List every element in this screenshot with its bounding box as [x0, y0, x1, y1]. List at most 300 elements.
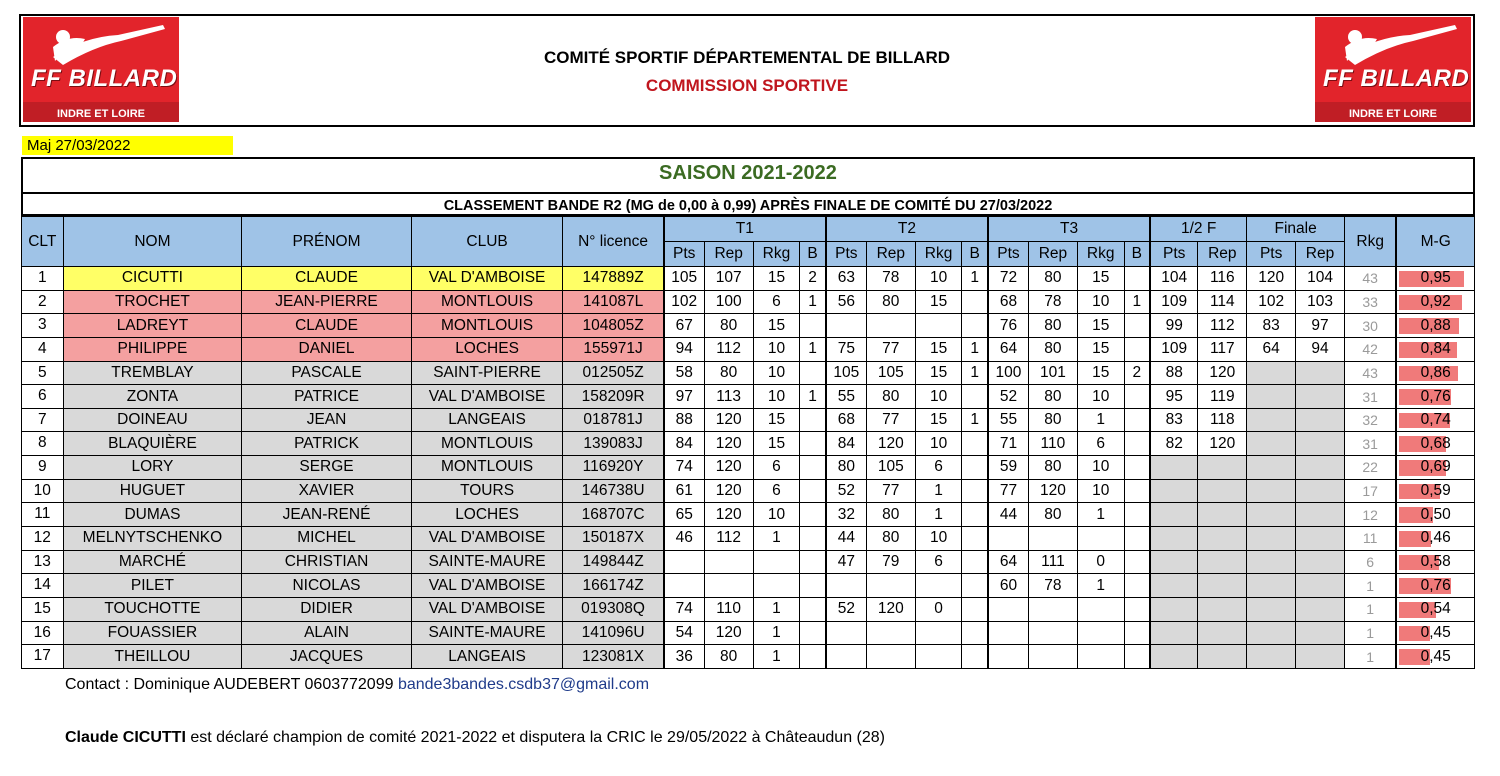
cell-t3-2	[1077, 527, 1124, 551]
col-mg: M-G	[1396, 217, 1474, 267]
cell-t2-0: 68	[826, 408, 867, 432]
cell-t2-1: 105	[866, 361, 915, 385]
cell-finale-0: 64	[1247, 337, 1296, 361]
cell-t3-3	[1124, 621, 1150, 645]
cell-t2-2: 15	[915, 290, 962, 314]
cell-finale-empty	[1247, 479, 1296, 503]
subcol-t2-rkg_sub: Rkg	[915, 242, 962, 267]
cell-finale-1: 104	[1296, 267, 1345, 291]
cell-t3-2: 15	[1077, 337, 1124, 361]
cell-t3-0: 64	[988, 337, 1029, 361]
cell-finale-0: 83	[1247, 314, 1296, 338]
cell-club: SAINTE-MAURE	[411, 550, 563, 574]
cell-t1-0: 84	[664, 432, 705, 456]
cell-t2-2: 10	[915, 432, 962, 456]
cell-t3-0: 72	[988, 267, 1029, 291]
cell-t1-2: 10	[753, 503, 800, 527]
table-row	[22, 314, 1475, 338]
logo-sub: INDRE ET LOIRE	[1348, 108, 1437, 120]
cell-t1-1: 120	[704, 621, 753, 645]
cell-t3-3	[1124, 314, 1150, 338]
cell-t3-1: 80	[1028, 314, 1077, 338]
subcol-t3-rep: Rep	[1028, 242, 1077, 267]
table-row	[22, 432, 1475, 456]
cell-t2-1: 77	[866, 408, 915, 432]
cell-t1-2	[753, 550, 800, 574]
cell-club: MONTLOUIS	[411, 314, 563, 338]
cell-t2-3	[962, 314, 988, 338]
cell-club: LANGEAIS	[411, 645, 563, 669]
cell-clt: 15	[22, 597, 64, 621]
cell-demi-1: 114	[1198, 290, 1247, 314]
cell-demi-empty	[1150, 456, 1198, 480]
cell-t3-1: 80	[1028, 408, 1077, 432]
cell-club: VAL D'AMBOISE	[411, 527, 563, 551]
cell-t1-2: 15	[753, 432, 800, 456]
cell-finale-empty	[1247, 621, 1296, 645]
cell-club: MONTLOUIS	[411, 456, 563, 480]
cell-t1-2: 15	[753, 267, 800, 291]
cell-mg	[1396, 456, 1474, 480]
cell-club: MONTLOUIS	[411, 432, 563, 456]
page-header	[19, 14, 1475, 127]
cell-t1-3	[800, 527, 826, 551]
cell-t1-3: 1	[800, 337, 826, 361]
cell-finale-empty	[1247, 645, 1296, 669]
cell-t1-1: 112	[704, 337, 753, 361]
subcol-demi-pts: Pts	[1150, 242, 1198, 267]
cell-finale-empty	[1296, 408, 1345, 432]
cell-t3-3	[1124, 645, 1150, 669]
cell-prenom: XAVIER	[242, 479, 411, 503]
cell-prenom: JEAN-RENÉ	[242, 503, 411, 527]
mg-value: 0,74	[1420, 411, 1451, 429]
cell-t2-1: 77	[866, 479, 915, 503]
mg-value: 0,54	[1420, 600, 1451, 618]
cell-t2-3	[962, 290, 988, 314]
cell-t1-2: 6	[753, 456, 800, 480]
ranking-title: CLASSEMENT BANDE R2 (MG de 0,00 à 0,99) APRÈS FINALE DE COMITÉ DU 27/03/2022	[23, 192, 1473, 216]
cell-t3-1: 101	[1028, 361, 1077, 385]
cell-prenom: DIDIER	[242, 597, 411, 621]
cell-prenom: CHRISTIAN	[242, 550, 411, 574]
cell-t1-0: 88	[664, 408, 705, 432]
cell-nom: DUMAS	[63, 503, 242, 527]
mg-value: 0,69	[1420, 458, 1451, 476]
subcol-demi-rep: Rep	[1198, 242, 1247, 267]
cell-finale-empty	[1247, 597, 1296, 621]
cell-t2-1: 80	[866, 503, 915, 527]
cell-mg	[1396, 479, 1474, 503]
col-club: CLUB	[411, 217, 563, 267]
season-title: SAISON 2021-2022	[659, 162, 837, 184]
cell-clt: 17	[22, 645, 64, 669]
cell-t3-2: 10	[1077, 456, 1124, 480]
cell-t1-1: 80	[704, 314, 753, 338]
cell-t1-2	[753, 574, 800, 598]
subcol-t2-pts: Pts	[826, 242, 867, 267]
cell-t3-2: 1	[1077, 408, 1124, 432]
cell-mg	[1396, 314, 1474, 338]
cell-demi-0: 99	[1150, 314, 1198, 338]
cell-nom: PILET	[63, 574, 242, 598]
cell-prenom: ALAIN	[242, 621, 411, 645]
cell-rkg: 31	[1344, 385, 1396, 409]
cell-demi-empty	[1150, 645, 1198, 669]
cell-mg	[1396, 550, 1474, 574]
cell-demi-1: 120	[1198, 432, 1247, 456]
cell-t2-0	[826, 314, 867, 338]
cell-finale-empty	[1247, 408, 1296, 432]
cell-t3-1	[1028, 597, 1077, 621]
cell-licence: 158209R	[563, 385, 664, 409]
cell-t2-2: 10	[915, 385, 962, 409]
cell-clt: 2	[22, 290, 64, 314]
cell-t1-3	[800, 408, 826, 432]
cell-demi-1: 112	[1198, 314, 1247, 338]
cell-clt: 10	[22, 479, 64, 503]
cell-t3-0: 44	[988, 503, 1029, 527]
cell-finale-1: 94	[1296, 337, 1345, 361]
cell-rkg: 32	[1344, 408, 1396, 432]
cell-t1-0: 102	[664, 290, 705, 314]
cell-t2-0: 55	[826, 385, 867, 409]
cell-t1-3: 2	[800, 267, 826, 291]
cell-demi-1: 120	[1198, 361, 1247, 385]
cell-mg	[1396, 645, 1474, 669]
cell-t1-2: 1	[753, 597, 800, 621]
cell-t3-2: 1	[1077, 574, 1124, 598]
cell-t2-0: 105	[826, 361, 867, 385]
cell-licence: 146738U	[563, 479, 664, 503]
cell-licence: 155971J	[563, 337, 664, 361]
cell-rkg: 22	[1344, 456, 1396, 480]
cell-t3-2	[1077, 621, 1124, 645]
cell-t1-3	[800, 645, 826, 669]
subcol-t1-rep: Rep	[704, 242, 753, 267]
cell-nom: CICUTTI	[63, 267, 242, 291]
cell-finale-empty	[1296, 597, 1345, 621]
mg-value: 0,58	[1420, 553, 1451, 570]
table-row	[22, 645, 1475, 669]
champion-name: Claude CICUTTI	[65, 729, 186, 746]
cell-t3-2: 10	[1077, 385, 1124, 409]
cell-t3-0: 55	[988, 408, 1029, 432]
table-row	[22, 597, 1475, 621]
subcol-t3-rkg_sub: Rkg	[1077, 242, 1124, 267]
cell-mg	[1396, 408, 1474, 432]
col-rkg: Rkg	[1344, 217, 1396, 267]
mg-value: 0,76	[1420, 387, 1451, 405]
cell-t3-2: 6	[1077, 432, 1124, 456]
cell-demi-0: 82	[1150, 432, 1198, 456]
cell-rkg: 6	[1344, 550, 1396, 574]
cell-t3-3	[1124, 432, 1150, 456]
cell-t2-3	[962, 645, 988, 669]
cell-t1-3	[800, 574, 826, 598]
subcol-t1-rkg_sub: Rkg	[753, 242, 800, 267]
champion-line	[65, 729, 885, 747]
cell-finale-empty	[1296, 432, 1345, 456]
cell-t2-1: 105	[866, 456, 915, 480]
cell-t2-2: 6	[915, 550, 962, 574]
cell-prenom: PASCALE	[242, 361, 411, 385]
col-t3: T3	[988, 217, 1150, 242]
cell-t1-2: 10	[753, 361, 800, 385]
cell-demi-empty	[1198, 645, 1247, 669]
cell-t1-3: 1	[800, 290, 826, 314]
cell-rkg: 11	[1344, 527, 1396, 551]
cell-t2-1: 78	[866, 267, 915, 291]
subcol-t2-rep: Rep	[866, 242, 915, 267]
mg-value: 0,95	[1420, 269, 1451, 287]
cell-finale-empty	[1296, 550, 1345, 574]
cell-licence: 168707C	[563, 503, 664, 527]
cell-prenom: JACQUES	[242, 645, 411, 669]
cell-nom: TREMBLAY	[63, 361, 242, 385]
cell-t2-1: 79	[866, 550, 915, 574]
cell-finale-empty	[1247, 574, 1296, 598]
cell-t2-2: 15	[915, 337, 962, 361]
cell-t2-1: 80	[866, 527, 915, 551]
cell-t3-0	[988, 645, 1029, 669]
cell-rkg: 42	[1344, 337, 1396, 361]
cell-t3-0: 64	[988, 550, 1029, 574]
cell-t2-1	[866, 314, 915, 338]
cell-t3-1: 120	[1028, 479, 1077, 503]
cell-nom: HUGUET	[63, 479, 242, 503]
cell-t1-0: 67	[664, 314, 705, 338]
cell-t1-0: 54	[664, 621, 705, 645]
cell-t3-1: 78	[1028, 290, 1077, 314]
cell-demi-empty	[1198, 527, 1247, 551]
cell-t2-2: 1	[915, 479, 962, 503]
cell-nom: LADREYT	[63, 314, 242, 338]
cell-t1-3	[800, 621, 826, 645]
cell-nom: FOUASSIER	[63, 621, 242, 645]
cell-t1-1: 120	[704, 456, 753, 480]
cell-prenom: CLAUDE	[242, 267, 411, 291]
cell-t3-2	[1077, 597, 1124, 621]
cell-demi-empty	[1198, 479, 1247, 503]
cell-t2-2: 10	[915, 267, 962, 291]
cell-t1-2: 15	[753, 408, 800, 432]
subcol-t1-pts: Pts	[664, 242, 705, 267]
cell-finale-empty	[1247, 361, 1296, 385]
cell-finale-0: 102	[1247, 290, 1296, 314]
cell-demi-empty	[1150, 621, 1198, 645]
table-row	[22, 267, 1475, 291]
cell-t2-3: 1	[962, 337, 988, 361]
cell-licence: 139083J	[563, 432, 664, 456]
cell-t3-2: 0	[1077, 550, 1124, 574]
cell-club: VAL D'AMBOISE	[411, 574, 563, 598]
subcol-t3-b: B	[1124, 242, 1150, 267]
cell-rkg: 33	[1344, 290, 1396, 314]
cell-t2-2: 0	[915, 597, 962, 621]
cell-finale-empty	[1296, 479, 1345, 503]
cell-t1-2: 15	[753, 314, 800, 338]
cell-clt: 1	[22, 267, 64, 291]
cell-finale-empty	[1247, 527, 1296, 551]
cell-clt: 4	[22, 337, 64, 361]
subcol-t1-b: B	[800, 242, 826, 267]
cell-t1-2: 10	[753, 385, 800, 409]
cell-t1-0: 58	[664, 361, 705, 385]
cell-t1-1: 120	[704, 408, 753, 432]
cell-demi-empty	[1198, 503, 1247, 527]
cell-t3-3	[1124, 550, 1150, 574]
cell-demi-empty	[1198, 621, 1247, 645]
cell-demi-empty	[1198, 574, 1247, 598]
cell-t1-1: 100	[704, 290, 753, 314]
mg-value: 0,50	[1420, 505, 1451, 523]
cell-t2-0: 44	[826, 527, 867, 551]
cell-demi-1: 116	[1198, 267, 1247, 291]
cell-mg	[1396, 597, 1474, 621]
cell-t2-2	[915, 621, 962, 645]
cell-t2-0	[826, 621, 867, 645]
subcol-finale-pts: Pts	[1247, 242, 1296, 267]
cell-t2-3	[962, 479, 988, 503]
cell-t1-1: 120	[704, 503, 753, 527]
cell-t2-3	[962, 597, 988, 621]
cell-licence: 147889Z	[563, 267, 664, 291]
contact-email[interactable]: bande3bandes.csdb37@gmail.com	[397, 676, 650, 693]
cell-prenom: NICOLAS	[242, 574, 411, 598]
col-nom: NOM	[63, 217, 242, 267]
table-row	[22, 290, 1475, 314]
cell-finale-1: 97	[1296, 314, 1345, 338]
cell-club: MONTLOUIS	[411, 290, 563, 314]
cell-licence: 166174Z	[563, 574, 664, 598]
cell-rkg: 17	[1344, 479, 1396, 503]
cell-t3-3	[1124, 385, 1150, 409]
cell-club: TOURS	[411, 479, 563, 503]
contact-line	[65, 676, 649, 694]
cell-licence: 149844Z	[563, 550, 664, 574]
mg-value: 0,45	[1420, 623, 1451, 641]
cell-t2-0: 52	[826, 597, 867, 621]
cell-nom: TOUCHOTTE	[63, 597, 242, 621]
cell-t3-0: 71	[988, 432, 1029, 456]
cell-rkg: 12	[1344, 503, 1396, 527]
ranking-table	[21, 216, 1475, 669]
cell-demi-0: 88	[1150, 361, 1198, 385]
cell-nom: BLAQUIÈRE	[63, 432, 242, 456]
cell-t1-0: 94	[664, 337, 705, 361]
cell-t2-0: 75	[826, 337, 867, 361]
cell-t2-3	[962, 503, 988, 527]
cell-nom: DOINEAU	[63, 408, 242, 432]
subcol-finale-rep: Rep	[1296, 242, 1345, 267]
cell-finale-empty	[1296, 503, 1345, 527]
cell-t2-3	[962, 527, 988, 551]
cell-t2-2: 10	[915, 527, 962, 551]
cell-t1-3	[800, 503, 826, 527]
mg-value: 0,59	[1420, 482, 1451, 500]
cell-clt: 11	[22, 503, 64, 527]
cell-club: LANGEAIS	[411, 408, 563, 432]
col-prenom: PRÉNOM	[242, 217, 411, 267]
cell-rkg: 1	[1344, 645, 1396, 669]
cell-t1-3	[800, 432, 826, 456]
cell-rkg: 1	[1344, 621, 1396, 645]
cell-t3-1: 80	[1028, 267, 1077, 291]
cell-prenom: JEAN	[242, 408, 411, 432]
cell-prenom: PATRICK	[242, 432, 411, 456]
cell-demi-empty	[1198, 550, 1247, 574]
mg-value: 0,76	[1420, 576, 1451, 594]
cell-t1-1: 110	[704, 597, 753, 621]
cell-t1-1: 107	[704, 267, 753, 291]
logo-brand: FF BILLARD	[1323, 65, 1470, 92]
cell-t3-0	[988, 597, 1029, 621]
cell-t2-2	[915, 574, 962, 598]
logo-sub: INDRE ET LOIRE	[56, 108, 145, 120]
cell-t2-3	[962, 574, 988, 598]
cell-t3-2: 15	[1077, 361, 1124, 385]
mg-value: 0,92	[1420, 292, 1451, 310]
title-box	[21, 157, 1475, 216]
cell-t2-2: 6	[915, 456, 962, 480]
cell-t1-2: 1	[753, 645, 800, 669]
cell-mg	[1396, 337, 1474, 361]
cell-prenom: CLAUDE	[242, 314, 411, 338]
cell-clt: 9	[22, 456, 64, 480]
subcol-t2-b: B	[962, 242, 988, 267]
cell-t3-1: 80	[1028, 456, 1077, 480]
cell-t3-3	[1124, 597, 1150, 621]
cell-demi-empty	[1150, 527, 1198, 551]
cell-finale-empty	[1247, 503, 1296, 527]
cell-t3-2: 10	[1077, 290, 1124, 314]
cell-t1-1: 80	[704, 645, 753, 669]
table-row	[22, 621, 1475, 645]
cell-finale-empty	[1296, 527, 1345, 551]
cell-t2-3	[962, 456, 988, 480]
cell-t1-3: 1	[800, 385, 826, 409]
ff-billard-logo-left	[23, 17, 179, 122]
cell-t3-2: 15	[1077, 314, 1124, 338]
cell-t3-0: 52	[988, 385, 1029, 409]
cell-t2-2: 15	[915, 408, 962, 432]
cell-demi-empty	[1150, 503, 1198, 527]
col-finale: Finale	[1247, 217, 1345, 242]
cell-licence: 019308Q	[563, 597, 664, 621]
cell-rkg: 1	[1344, 574, 1396, 598]
contact-text: Contact : Dominique AUDEBERT 0603772099	[65, 676, 398, 693]
cell-t1-3	[800, 314, 826, 338]
cell-prenom: SERGE	[242, 456, 411, 480]
cell-demi-empty	[1150, 479, 1198, 503]
cell-t1-0	[664, 574, 705, 598]
cell-rkg: 31	[1344, 432, 1396, 456]
cell-t1-2: 1	[753, 527, 800, 551]
cell-club: LOCHES	[411, 337, 563, 361]
cell-finale-empty	[1296, 456, 1345, 480]
cell-rkg: 43	[1344, 361, 1396, 385]
cell-t3-1: 78	[1028, 574, 1077, 598]
cell-finale-empty	[1247, 550, 1296, 574]
cell-t2-1	[866, 621, 915, 645]
cell-mg	[1396, 574, 1474, 598]
cell-demi-empty	[1150, 550, 1198, 574]
cell-t3-2	[1077, 645, 1124, 669]
cell-clt: 8	[22, 432, 64, 456]
cell-t3-0	[988, 527, 1029, 551]
cell-finale-empty	[1296, 645, 1345, 669]
